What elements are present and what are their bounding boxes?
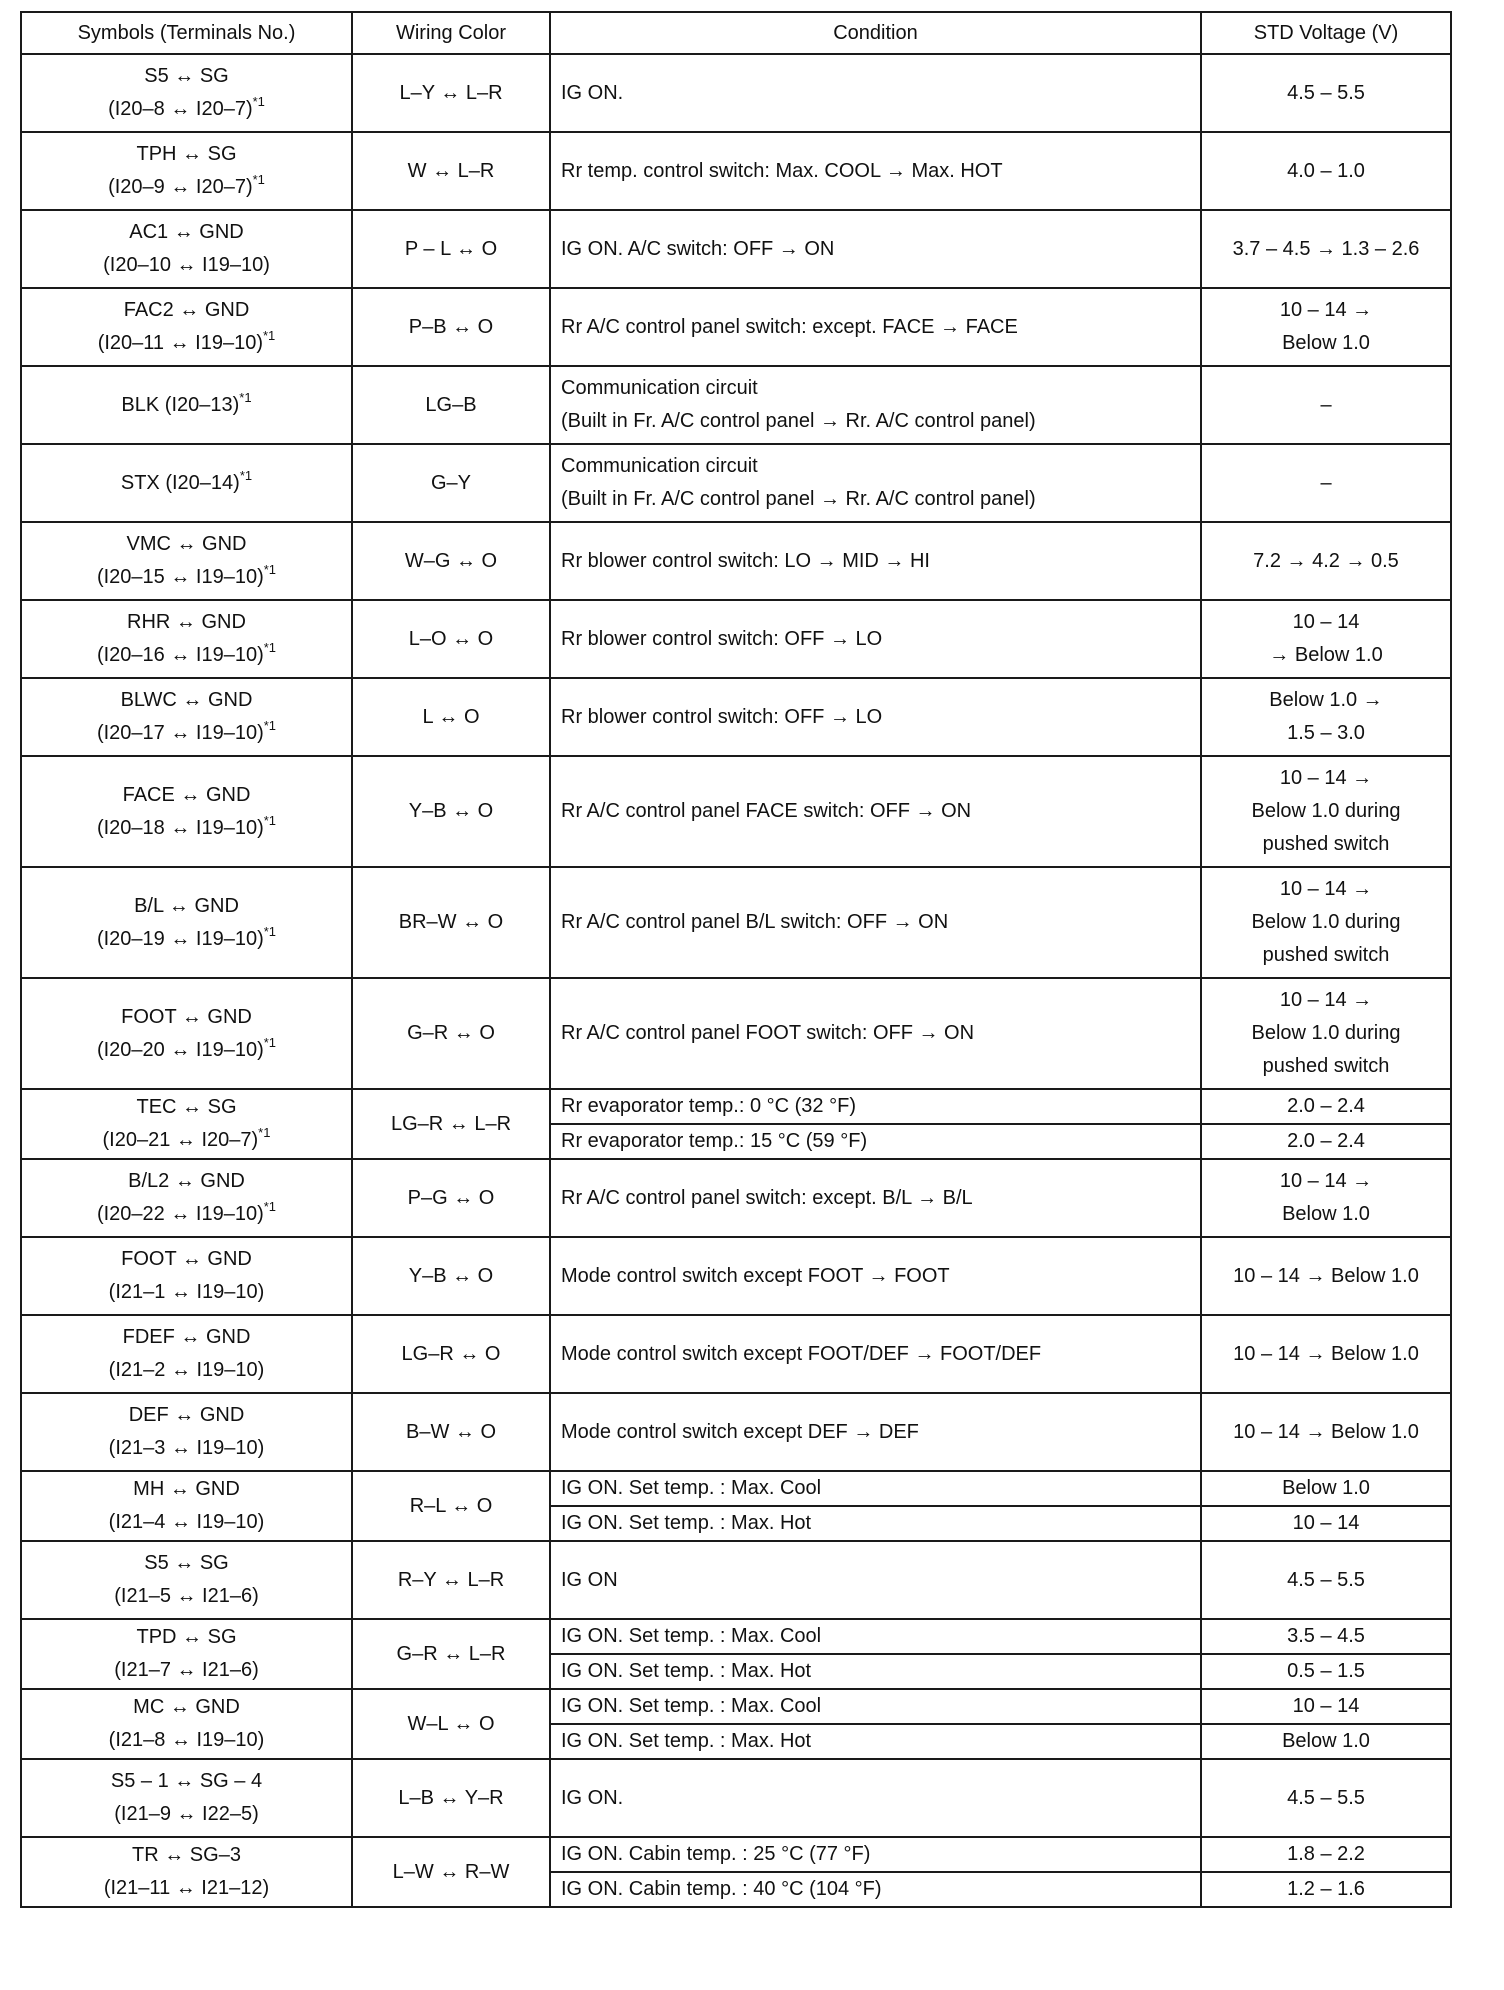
symbol-name: DEF ↔ GND	[128, 1404, 245, 1426]
symbol-cell	[21, 867, 352, 978]
voltage-line: 10 – 14 → Below 1.0	[1233, 1420, 1419, 1443]
terminal-number	[32, 1580, 341, 1613]
terminal-number	[32, 93, 341, 126]
table-row	[21, 1619, 1451, 1654]
std-voltage-cell	[1201, 1837, 1451, 1872]
condition-line: IG ON. Set temp. : Max. Cool	[561, 1695, 822, 1717]
symbol-cell	[21, 600, 352, 678]
condition-line: IG ON. Set temp. : Max. Cool	[561, 1625, 822, 1647]
voltage-line: Below 1.0 during	[1251, 800, 1401, 822]
voltage-line: 0.5 – 1.5	[1287, 1660, 1365, 1682]
std-voltage-cell	[1201, 1872, 1451, 1907]
terminal-number	[32, 1724, 341, 1757]
condition-line: IG ON. Set temp. : Max. Hot	[561, 1660, 812, 1682]
symbol-cell	[21, 54, 352, 132]
voltage-line: Below 1.0	[1282, 332, 1370, 354]
std-voltage-cell	[1201, 1315, 1451, 1393]
symbol-name: TPH ↔ SG	[136, 143, 237, 165]
symbol-cell	[21, 1393, 352, 1471]
terminal-text: (I21–8 ↔ I19–10)	[108, 1729, 265, 1751]
condition-cell	[550, 1159, 1201, 1237]
header-std-voltage: STD Voltage (V)	[1201, 12, 1451, 54]
wiring-color-cell: G–R ↔ O	[352, 978, 550, 1089]
wiring-color-cell: LG–B	[352, 366, 550, 444]
std-voltage-cell	[1201, 1724, 1451, 1759]
condition-cell	[550, 1393, 1201, 1471]
wiring-color-cell: P – L ↔ O	[352, 210, 550, 288]
voltage-line: pushed switch	[1262, 1055, 1390, 1077]
table-row	[21, 1689, 1451, 1724]
symbol-name: B/L2 ↔ GND	[128, 1170, 245, 1192]
symbol-cell	[21, 1689, 352, 1759]
wiring-color-cell: P–B ↔ O	[352, 288, 550, 366]
voltage-line: 2.0 – 2.4	[1287, 1095, 1365, 1117]
condition-cell	[550, 288, 1201, 366]
terminal-number	[32, 561, 341, 594]
symbol-name: TEC ↔ SG	[136, 1096, 237, 1118]
voltage-line: 4.5 – 5.5	[1287, 1786, 1365, 1809]
symbol-cell	[21, 366, 352, 444]
std-voltage-cell	[1201, 1159, 1451, 1237]
terminal-text: (I20–18 ↔ I19–10)	[96, 816, 264, 839]
header-row	[21, 12, 1451, 54]
table-row	[21, 54, 1451, 132]
condition-line: IG ON. Set temp. : Max. Cool	[561, 1477, 822, 1499]
terminal-text: (I20–11 ↔ I19–10)	[97, 332, 263, 354]
std-voltage-cell	[1201, 1124, 1451, 1159]
symbol-cell	[21, 1159, 352, 1237]
condition-line: Rr blower control switch: OFF → LO	[561, 705, 883, 728]
terminal-number	[32, 1034, 341, 1067]
footnote-mark: *1	[263, 1034, 277, 1050]
condition-cell	[550, 366, 1201, 444]
voltage-line: pushed switch	[1262, 833, 1390, 855]
symbol-name: TPD ↔ SG	[136, 1626, 237, 1648]
footnote-mark: *1	[252, 172, 265, 188]
wiring-color-cell: L–W ↔ R–W	[352, 1837, 550, 1907]
table-row	[21, 1837, 1451, 1872]
footnote-mark: *1	[252, 94, 265, 110]
wiring-color-cell: LG–R ↔ O	[352, 1315, 550, 1393]
condition-line: IG ON.	[561, 1786, 624, 1809]
voltage-line: Below 1.0	[1282, 1730, 1370, 1752]
table-row	[21, 366, 1451, 444]
terminal-text: (I21–7 ↔ I21–6)	[114, 1659, 259, 1681]
condition-cell	[550, 1471, 1201, 1506]
symbol-cell	[21, 132, 352, 210]
condition-cell	[550, 1654, 1201, 1689]
footnote-mark: *1	[263, 328, 276, 344]
voltage-line: 10 – 14 →	[1279, 299, 1373, 321]
condition-cell	[550, 1541, 1201, 1619]
voltage-line: 2.0 – 2.4	[1287, 1130, 1365, 1152]
condition-cell	[550, 1872, 1201, 1907]
symbol-cell	[21, 1619, 352, 1689]
terminal-text: (I20–17 ↔ I19–10)	[96, 722, 264, 744]
voltage-line: 4.5 – 5.5	[1287, 1568, 1365, 1591]
voltage-line: 1.2 – 1.6	[1287, 1878, 1365, 1900]
terminal-number	[32, 1654, 341, 1687]
terminal-number	[32, 1354, 341, 1387]
condition-line: Rr A/C control panel switch: except. B/L → B/L	[561, 1186, 973, 1209]
condition-line: Rr A/C control panel B/L switch: OFF → ON	[561, 911, 949, 933]
condition-cell	[550, 1724, 1201, 1759]
voltage-line: Below 1.0 during	[1251, 1022, 1401, 1044]
table-row	[21, 978, 1451, 1089]
symbol-cell	[21, 210, 352, 288]
condition-cell	[550, 756, 1201, 867]
condition-line: Mode control switch except DEF → DEF	[561, 1420, 919, 1443]
symbol-cell	[21, 1759, 352, 1837]
condition-line: IG ON. Cabin temp. : 40 °C (104 °F)	[561, 1878, 882, 1900]
voltage-line: 10 – 14 →	[1279, 878, 1373, 900]
std-voltage-cell	[1201, 288, 1451, 366]
wiring-color-cell: L ↔ O	[352, 678, 550, 756]
symbol-name: B/L ↔ GND	[134, 894, 239, 917]
std-voltage-cell	[1201, 1689, 1451, 1724]
voltage-line: 7.2 → 4.2 → 0.5	[1253, 549, 1399, 572]
condition-line: Rr blower control switch: OFF → LO	[561, 627, 883, 650]
condition-line: IG ON. Set temp. : Max. Hot	[561, 1512, 812, 1534]
wiring-color-cell: B–W ↔ O	[352, 1393, 550, 1471]
symbol-cell	[21, 444, 352, 522]
symbol-name: FOOT ↔ GND	[121, 1248, 252, 1270]
footnote-mark: *1	[263, 718, 277, 734]
terminal-number	[32, 327, 341, 360]
symbol-name: S5 – 1 ↔ SG – 4	[110, 1770, 263, 1792]
std-voltage-cell	[1201, 1506, 1451, 1541]
symbol-cell	[21, 288, 352, 366]
voltage-line: 10 – 14	[1292, 1695, 1360, 1717]
symbol-name: MC ↔ GND	[133, 1696, 240, 1718]
std-voltage-cell	[1201, 1619, 1451, 1654]
table-row	[21, 444, 1451, 522]
terminal-number	[32, 1798, 341, 1831]
terminal-text: (I20–20 ↔ I19–10)	[96, 1038, 264, 1061]
footnote-mark: *1	[263, 812, 277, 828]
std-voltage-cell	[1201, 444, 1451, 522]
wiring-color-cell: W–G ↔ O	[352, 522, 550, 600]
terminal-number	[32, 812, 341, 845]
terminal-number	[32, 717, 341, 750]
symbol-cell	[21, 1089, 352, 1159]
table-row	[21, 867, 1451, 978]
symbol-name: AC1 ↔ GND	[129, 221, 244, 243]
condition-line: (Built in Fr. A/C control panel → Rr. A/C control panel)	[561, 410, 1036, 432]
std-voltage-cell	[1201, 1654, 1451, 1689]
condition-line: IG ON	[561, 1568, 618, 1591]
symbol-name: BLWC ↔ GND	[120, 689, 253, 711]
std-voltage-cell	[1201, 1471, 1451, 1506]
voltage-line: 10 – 14 → Below 1.0	[1233, 1264, 1419, 1287]
symbol-cell	[21, 1315, 352, 1393]
voltage-line: Below 1.0 during	[1251, 911, 1401, 933]
std-voltage-cell	[1201, 978, 1451, 1089]
terminal-number	[32, 1872, 341, 1905]
wiring-color-cell: BR–W ↔ O	[352, 867, 550, 978]
symbol-name: FAC2 ↔ GND	[123, 299, 250, 321]
terminal-text: (I21–5 ↔ I21–6)	[114, 1585, 259, 1607]
table-row	[21, 288, 1451, 366]
header-condition: Condition	[550, 12, 1201, 54]
condition-line: Rr evaporator temp.: 15 °C (59 °F)	[561, 1130, 868, 1152]
table-row	[21, 1759, 1451, 1837]
header-symbols: Symbols (Terminals No.)	[21, 12, 352, 54]
terminal-number	[32, 639, 341, 672]
terminal-text: (I20–19 ↔ I19–10)	[96, 927, 264, 950]
std-voltage-cell	[1201, 756, 1451, 867]
terminal-text: (I21–1 ↔ I19–10)	[108, 1281, 265, 1303]
table-row	[21, 522, 1451, 600]
voltage-line: 1.5 – 3.0	[1287, 722, 1365, 744]
symbol-name: S5 ↔ SG	[144, 65, 229, 87]
condition-cell	[550, 1689, 1201, 1724]
voltage-line: 10 – 14 →	[1279, 1170, 1373, 1192]
std-voltage-cell	[1201, 54, 1451, 132]
std-voltage-cell	[1201, 1237, 1451, 1315]
condition-line: IG ON.	[561, 81, 624, 104]
table-row	[21, 1237, 1451, 1315]
std-voltage-cell	[1201, 1393, 1451, 1471]
terminal-text: (I20–8 ↔ I20–7)	[108, 98, 253, 120]
symbol-name: STX (I20–14)	[120, 471, 240, 494]
voltage-line: 3.5 – 4.5	[1287, 1625, 1365, 1647]
terminal-text: (I20–10 ↔ I19–10)	[103, 254, 270, 276]
std-voltage-cell	[1201, 1089, 1451, 1124]
std-voltage-cell	[1201, 366, 1451, 444]
std-voltage-cell	[1201, 1759, 1451, 1837]
table-row	[21, 1159, 1451, 1237]
symbol-cell	[21, 756, 352, 867]
symbol-cell	[21, 978, 352, 1089]
std-voltage-cell	[1201, 678, 1451, 756]
voltage-line: Below 1.0	[1282, 1203, 1370, 1225]
voltage-line: → Below 1.0	[1269, 644, 1383, 666]
terminal-number	[32, 1198, 341, 1231]
condition-line: Rr A/C control panel FOOT switch: OFF → ON	[561, 1022, 975, 1044]
symbol-cell	[21, 522, 352, 600]
condition-line: Rr A/C control panel FACE switch: OFF → ON	[561, 800, 972, 822]
condition-line: Rr evaporator temp.: 0 °C (32 °F)	[561, 1095, 856, 1117]
table-row	[21, 756, 1451, 867]
condition-cell	[550, 867, 1201, 978]
condition-cell	[550, 1237, 1201, 1315]
wiring-color-cell: R–L ↔ O	[352, 1471, 550, 1541]
table-row	[21, 132, 1451, 210]
symbol-name: FDEF ↔ GND	[122, 1326, 251, 1348]
condition-cell	[550, 1837, 1201, 1872]
footnote-mark: *1	[263, 562, 277, 578]
wiring-color-cell: Y–B ↔ O	[352, 1237, 550, 1315]
table-row	[21, 1089, 1451, 1124]
table-row	[21, 1471, 1451, 1506]
std-voltage-cell	[1201, 210, 1451, 288]
symbol-cell	[21, 678, 352, 756]
terminal-text: (I21–4 ↔ I19–10)	[108, 1511, 265, 1533]
wiring-color-cell: R–Y ↔ L–R	[352, 1541, 550, 1619]
voltage-line: Below 1.0	[1282, 1477, 1370, 1499]
condition-line: Rr A/C control panel switch: except. FACE → FACE	[561, 315, 1018, 338]
condition-line: Communication circuit	[561, 377, 758, 399]
condition-cell	[550, 600, 1201, 678]
terminal-number	[32, 923, 341, 956]
condition-cell	[550, 210, 1201, 288]
wiring-color-cell: LG–R ↔ L–R	[352, 1089, 550, 1159]
condition-line: IG ON. A/C switch: OFF → ON	[561, 237, 835, 260]
terminal-number	[32, 1276, 341, 1309]
voltage-line: 10 – 14 →	[1279, 989, 1373, 1011]
condition-cell	[550, 132, 1201, 210]
footnote-mark: *1	[239, 389, 252, 405]
condition-cell	[550, 54, 1201, 132]
wiring-color-cell: G–R ↔ L–R	[352, 1619, 550, 1689]
condition-cell	[550, 1759, 1201, 1837]
table-row	[21, 678, 1451, 756]
std-voltage-cell	[1201, 600, 1451, 678]
table-row	[21, 210, 1451, 288]
condition-line: Rr temp. control switch: Max. COOL → Max. HOT	[561, 159, 1003, 182]
condition-cell	[550, 1089, 1201, 1124]
terminal-number	[32, 249, 341, 282]
header-wiring-color: Wiring Color	[352, 12, 550, 54]
condition-line: Mode control switch except FOOT → FOOT	[561, 1264, 950, 1287]
condition-cell	[550, 1506, 1201, 1541]
table-row	[21, 1393, 1451, 1471]
voltage-line: –	[1320, 393, 1332, 416]
symbol-name: MH ↔ GND	[133, 1478, 240, 1500]
std-voltage-cell	[1201, 132, 1451, 210]
terminal-number	[32, 1432, 341, 1465]
voltage-line: 10 – 14 → Below 1.0	[1233, 1342, 1419, 1365]
std-voltage-cell	[1201, 522, 1451, 600]
voltage-line: 1.8 – 2.2	[1287, 1843, 1365, 1865]
condition-line: IG ON. Set temp. : Max. Hot	[561, 1730, 812, 1752]
wiring-color-cell: L–Y ↔ L–R	[352, 54, 550, 132]
symbol-cell	[21, 1837, 352, 1907]
terminal-number	[32, 1124, 341, 1157]
wiring-color-cell: G–Y	[352, 444, 550, 522]
footnote-mark: *1	[263, 923, 277, 939]
wiring-color-cell: L–B ↔ Y–R	[352, 1759, 550, 1837]
voltage-line: 10 – 14 →	[1279, 767, 1373, 789]
symbol-name: BLK (I20–13)	[121, 393, 240, 416]
wiring-color-cell: P–G ↔ O	[352, 1159, 550, 1237]
footnote-mark: *1	[239, 467, 253, 483]
voltage-line: 10 – 14	[1292, 1512, 1360, 1534]
voltage-line: 10 – 14	[1292, 611, 1360, 633]
terminal-text: (I20–21 ↔ I20–7)	[102, 1129, 259, 1151]
terminal-text: (I20–15 ↔ I19–10)	[96, 566, 264, 588]
wiring-color-cell: Y–B ↔ O	[352, 756, 550, 867]
condition-cell	[550, 1619, 1201, 1654]
voltage-line: 4.5 – 5.5	[1287, 81, 1365, 104]
footnote-mark: *1	[263, 1199, 277, 1215]
voltage-line: 4.0 – 1.0	[1287, 159, 1365, 182]
footnote-mark: *1	[263, 640, 277, 656]
terminal-text: (I21–11 ↔ I21–12)	[103, 1877, 270, 1899]
voltage-line: Below 1.0 →	[1269, 689, 1383, 711]
terminal-text: (I20–22 ↔ I19–10)	[96, 1203, 264, 1225]
condition-cell	[550, 1315, 1201, 1393]
symbol-name: S5 ↔ SG	[144, 1552, 229, 1574]
condition-cell	[550, 1124, 1201, 1159]
voltage-line: –	[1320, 471, 1332, 494]
condition-line: (Built in Fr. A/C control panel → Rr. A/C control panel)	[561, 488, 1036, 510]
terminal-text: (I21–2 ↔ I19–10)	[108, 1359, 265, 1381]
condition-cell	[550, 978, 1201, 1089]
symbol-cell	[21, 1541, 352, 1619]
symbol-name: RHR ↔ GND	[127, 611, 246, 633]
condition-cell	[550, 522, 1201, 600]
voltage-spec-table	[20, 11, 1452, 1908]
table-row	[21, 1315, 1451, 1393]
terminal-text: (I20–16 ↔ I19–10)	[96, 644, 264, 666]
condition-line: IG ON. Cabin temp. : 25 °C (77 °F)	[561, 1843, 871, 1865]
condition-line: Rr blower control switch: LO → MID → HI	[561, 549, 930, 572]
terminal-number	[32, 171, 341, 204]
voltage-line: pushed switch	[1262, 944, 1390, 966]
symbol-name: FACE ↔ GND	[122, 783, 251, 806]
wiring-color-cell: W–L ↔ O	[352, 1689, 550, 1759]
symbol-name: VMC ↔ GND	[126, 533, 247, 555]
terminal-text: (I20–9 ↔ I20–7)	[108, 176, 253, 198]
table-row	[21, 1541, 1451, 1619]
condition-cell	[550, 678, 1201, 756]
condition-line: Mode control switch except FOOT/DEF → FOOT/DEF	[561, 1342, 1042, 1365]
std-voltage-cell	[1201, 867, 1451, 978]
table-row	[21, 600, 1451, 678]
terminal-text: (I21–3 ↔ I19–10)	[108, 1437, 265, 1459]
terminal-text: (I21–9 ↔ I22–5)	[114, 1803, 259, 1825]
symbol-name: TR ↔ SG–3	[132, 1844, 241, 1866]
footnote-mark: *1	[258, 1125, 271, 1141]
condition-line: Communication circuit	[561, 455, 758, 477]
terminal-number	[32, 1506, 341, 1539]
condition-cell	[550, 444, 1201, 522]
voltage-line: 3.7 – 4.5 → 1.3 – 2.6	[1232, 237, 1420, 260]
wiring-color-cell: L–O ↔ O	[352, 600, 550, 678]
wiring-color-cell: W ↔ L–R	[352, 132, 550, 210]
symbol-cell	[21, 1237, 352, 1315]
std-voltage-cell	[1201, 1541, 1451, 1619]
symbol-name: FOOT ↔ GND	[121, 1005, 252, 1028]
symbol-cell	[21, 1471, 352, 1541]
